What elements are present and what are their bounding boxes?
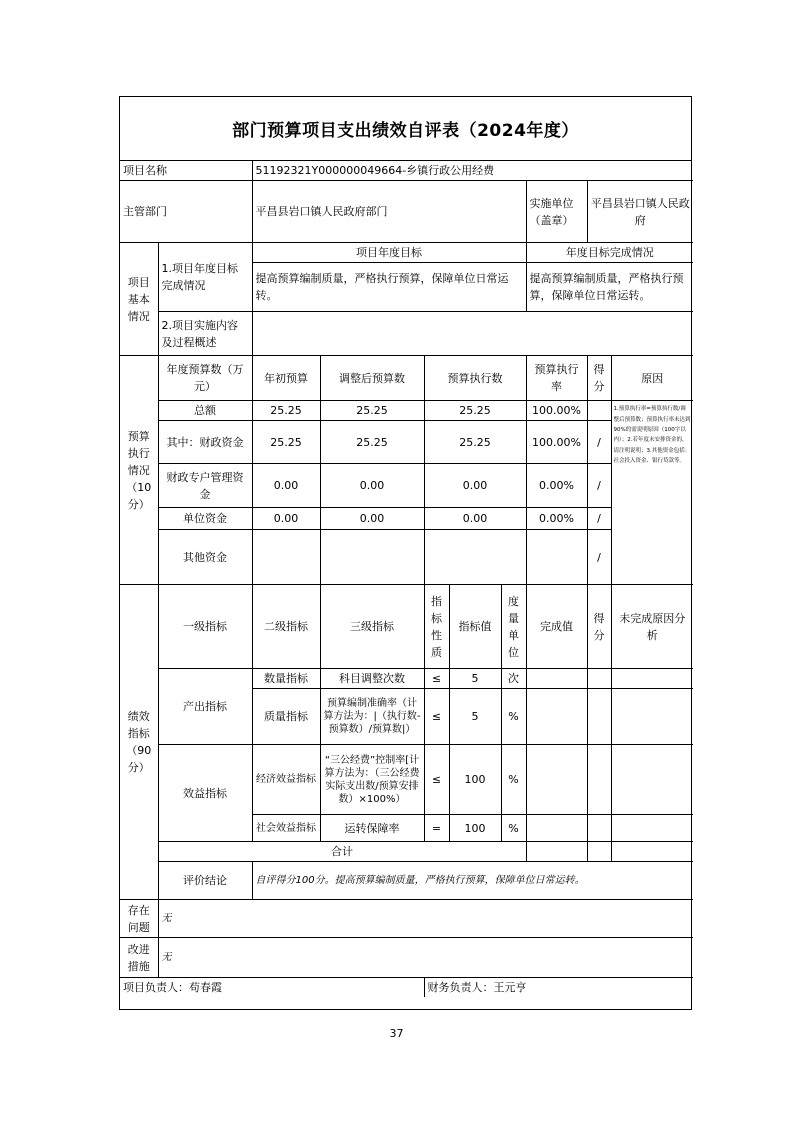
budget-rate-header: 预算执行率 xyxy=(526,356,587,401)
level3-header: 三级指标 xyxy=(320,585,424,669)
budget-row-label: 其他资金 xyxy=(158,530,252,585)
unit-header: 度量单位 xyxy=(501,585,526,669)
self-evaluation-form xyxy=(119,96,692,1010)
budget-executed-header: 预算执行数 xyxy=(424,356,526,401)
total-reason xyxy=(611,842,693,862)
project-lead: 项目负责人：苟春霞 xyxy=(120,978,424,998)
indicator-level2: 数量指标 xyxy=(252,669,320,689)
budget-row-score: / xyxy=(587,421,611,464)
budget-row-adjusted: 25.25 xyxy=(320,421,424,464)
indicator-level3: “三公经费”控制率[计算方法为：（三公经费实际支出数/预算安排数）×100%） xyxy=(320,745,424,815)
level2-header: 二级指标 xyxy=(252,585,320,669)
indicator-completed xyxy=(526,745,587,815)
indicator-nature: ≤ xyxy=(424,689,449,745)
nature-header: 指标性质 xyxy=(424,585,449,669)
indicator-value: 5 xyxy=(449,689,501,745)
project-name-label: 项目名称 xyxy=(120,161,252,181)
implementation-label: 2.项目实施内容及过程概述 xyxy=(158,312,252,356)
budget-row-adjusted: 0.00 xyxy=(320,508,424,530)
conclusion-label: 评价结论 xyxy=(158,862,252,900)
budget-adjusted-header: 调整后预算数 xyxy=(320,356,424,401)
unfinished-reason-header: 未完成原因分析 xyxy=(611,585,693,669)
budget-row-adjusted: 25.25 xyxy=(320,401,424,421)
annual-goal: 提高预算编制质量，严格执行预算，保障单位日常运转。 xyxy=(252,263,526,312)
indicator-level3: 运转保障率 xyxy=(320,815,424,842)
indicator-unit: % xyxy=(501,815,526,842)
issues-label: 存在问题 xyxy=(120,900,158,938)
benefit-indicator-label: 效益指标 xyxy=(158,745,252,842)
budget-row-initial: 0.00 xyxy=(252,464,320,508)
project-name-value: 51192321Y000000049664-乡镇行政公用经费 xyxy=(252,161,693,181)
budget-row-executed xyxy=(424,530,526,585)
budget-row-score xyxy=(587,401,611,421)
budget-row-initial: 0.00 xyxy=(252,508,320,530)
evaluation-table xyxy=(120,161,693,997)
issues-value: 无 xyxy=(158,900,693,938)
unit-label: 实施单位（盖章） xyxy=(526,181,587,243)
budget-row-score: / xyxy=(587,508,611,530)
budget-row-initial xyxy=(252,530,320,585)
goal-completion: 提高预算编制质量，严格执行预算，保障单位日常运转。 xyxy=(526,263,693,312)
dept-value: 平昌县岩口镇人民政府部门 xyxy=(252,181,526,243)
goal-header: 项目年度目标 xyxy=(252,243,526,263)
budget-row-rate: 0.00% xyxy=(526,464,587,508)
indicator-value: 100 xyxy=(449,745,501,815)
budget-row-adjusted xyxy=(320,530,424,585)
budget-row-initial: 25.25 xyxy=(252,401,320,421)
budget-row-initial: 25.25 xyxy=(252,421,320,464)
indicator-score xyxy=(587,815,611,842)
budget-row-executed: 25.25 xyxy=(424,421,526,464)
completed-header: 完成值 xyxy=(526,585,587,669)
indicator-level2: 质量指标 xyxy=(252,689,320,745)
budget-amount-header: 年度预算数（万元） xyxy=(158,356,252,401)
budget-section-label: 预算执行情况（10分） xyxy=(120,356,158,585)
indicator-completed xyxy=(526,815,587,842)
budget-row-adjusted: 0.00 xyxy=(320,464,424,508)
budget-row-label: 其中：财政资金 xyxy=(158,421,252,464)
page-number: 37 xyxy=(389,1027,404,1040)
indicator-unit: 次 xyxy=(501,669,526,689)
indicator-nature: ≤ xyxy=(424,745,449,815)
total-label: 合计 xyxy=(158,842,526,862)
budget-row-label: 总额 xyxy=(158,401,252,421)
implementation-value xyxy=(252,312,693,356)
budget-row-rate xyxy=(526,530,587,585)
form-title: 部门预算项目支出绩效自评表（2024年度） xyxy=(120,97,691,161)
total-score xyxy=(587,842,611,862)
conclusion-value: 自评得分100分。提高预算编制质量，严格执行预算，保障单位日常运转。 xyxy=(252,862,693,900)
indicator-nature: ≤ xyxy=(424,669,449,689)
indicator-completed xyxy=(526,689,587,745)
budget-row-label: 单位资金 xyxy=(158,508,252,530)
indicator-reason xyxy=(611,745,693,815)
indicator-reason xyxy=(611,689,693,745)
measures-value: 无 xyxy=(158,938,693,978)
indicator-level2: 社会效益指标 xyxy=(252,815,320,842)
budget-reason-header: 原因 xyxy=(611,356,693,401)
budget-row-rate: 100.00% xyxy=(526,421,587,464)
indicator-completed xyxy=(526,669,587,689)
budget-row-executed: 25.25 xyxy=(424,401,526,421)
performance-section-label: 绩效指标（90分） xyxy=(120,585,158,900)
indicator-reason xyxy=(611,669,693,689)
indicator-level3: 预算编制准确率（计算方法为：|（执行数-预算数）/预算数|） xyxy=(320,689,424,745)
budget-row-score: / xyxy=(587,530,611,585)
value-header: 指标值 xyxy=(449,585,501,669)
indicator-level2: 经济效益指标 xyxy=(252,745,320,815)
budget-row-executed: 0.00 xyxy=(424,464,526,508)
unit-value: 平昌县岩口镇人民政府 xyxy=(587,181,693,243)
basic-section-label: 项目基本情况 xyxy=(120,243,158,356)
indicator-reason xyxy=(611,815,693,842)
budget-reason-note: 1.预算执行率=预算执行数/调整后预算数；预算执行率未达到90%的需说明原因（100字以内）；2.若年度未安排资金的，请注明说明；3.其他资金包括：社会投入资金、银行贷款等。 xyxy=(611,401,693,585)
budget-initial-header: 年初预算 xyxy=(252,356,320,401)
indicator-score xyxy=(587,689,611,745)
finance-lead: 财务负责人：王元亨 xyxy=(424,978,693,998)
indicator-score xyxy=(587,745,611,815)
indicator-score xyxy=(587,669,611,689)
budget-row-executed: 0.00 xyxy=(424,508,526,530)
indicator-unit: % xyxy=(501,689,526,745)
indicator-unit: % xyxy=(501,745,526,815)
indicator-level3: 科目调整次数 xyxy=(320,669,424,689)
indicator-nature: = xyxy=(424,815,449,842)
indicator-value: 100 xyxy=(449,815,501,842)
indicator-value: 5 xyxy=(449,669,501,689)
dept-label: 主管部门 xyxy=(120,181,252,243)
budget-score-header: 得分 xyxy=(587,356,611,401)
perf-score-header: 得分 xyxy=(587,585,611,669)
output-indicator-label: 产出指标 xyxy=(158,669,252,745)
budget-row-rate: 100.00% xyxy=(526,401,587,421)
total-completed xyxy=(526,842,587,862)
completion-header: 年度目标完成情况 xyxy=(526,243,693,263)
measures-label: 改进措施 xyxy=(120,938,158,978)
budget-row-score: / xyxy=(587,464,611,508)
level1-header: 一级指标 xyxy=(158,585,252,669)
goal-completion-label: 1.项目年度目标完成情况 xyxy=(158,243,252,312)
budget-row-rate: 0.00% xyxy=(526,508,587,530)
budget-row-label: 财政专户管理资金 xyxy=(158,464,252,508)
